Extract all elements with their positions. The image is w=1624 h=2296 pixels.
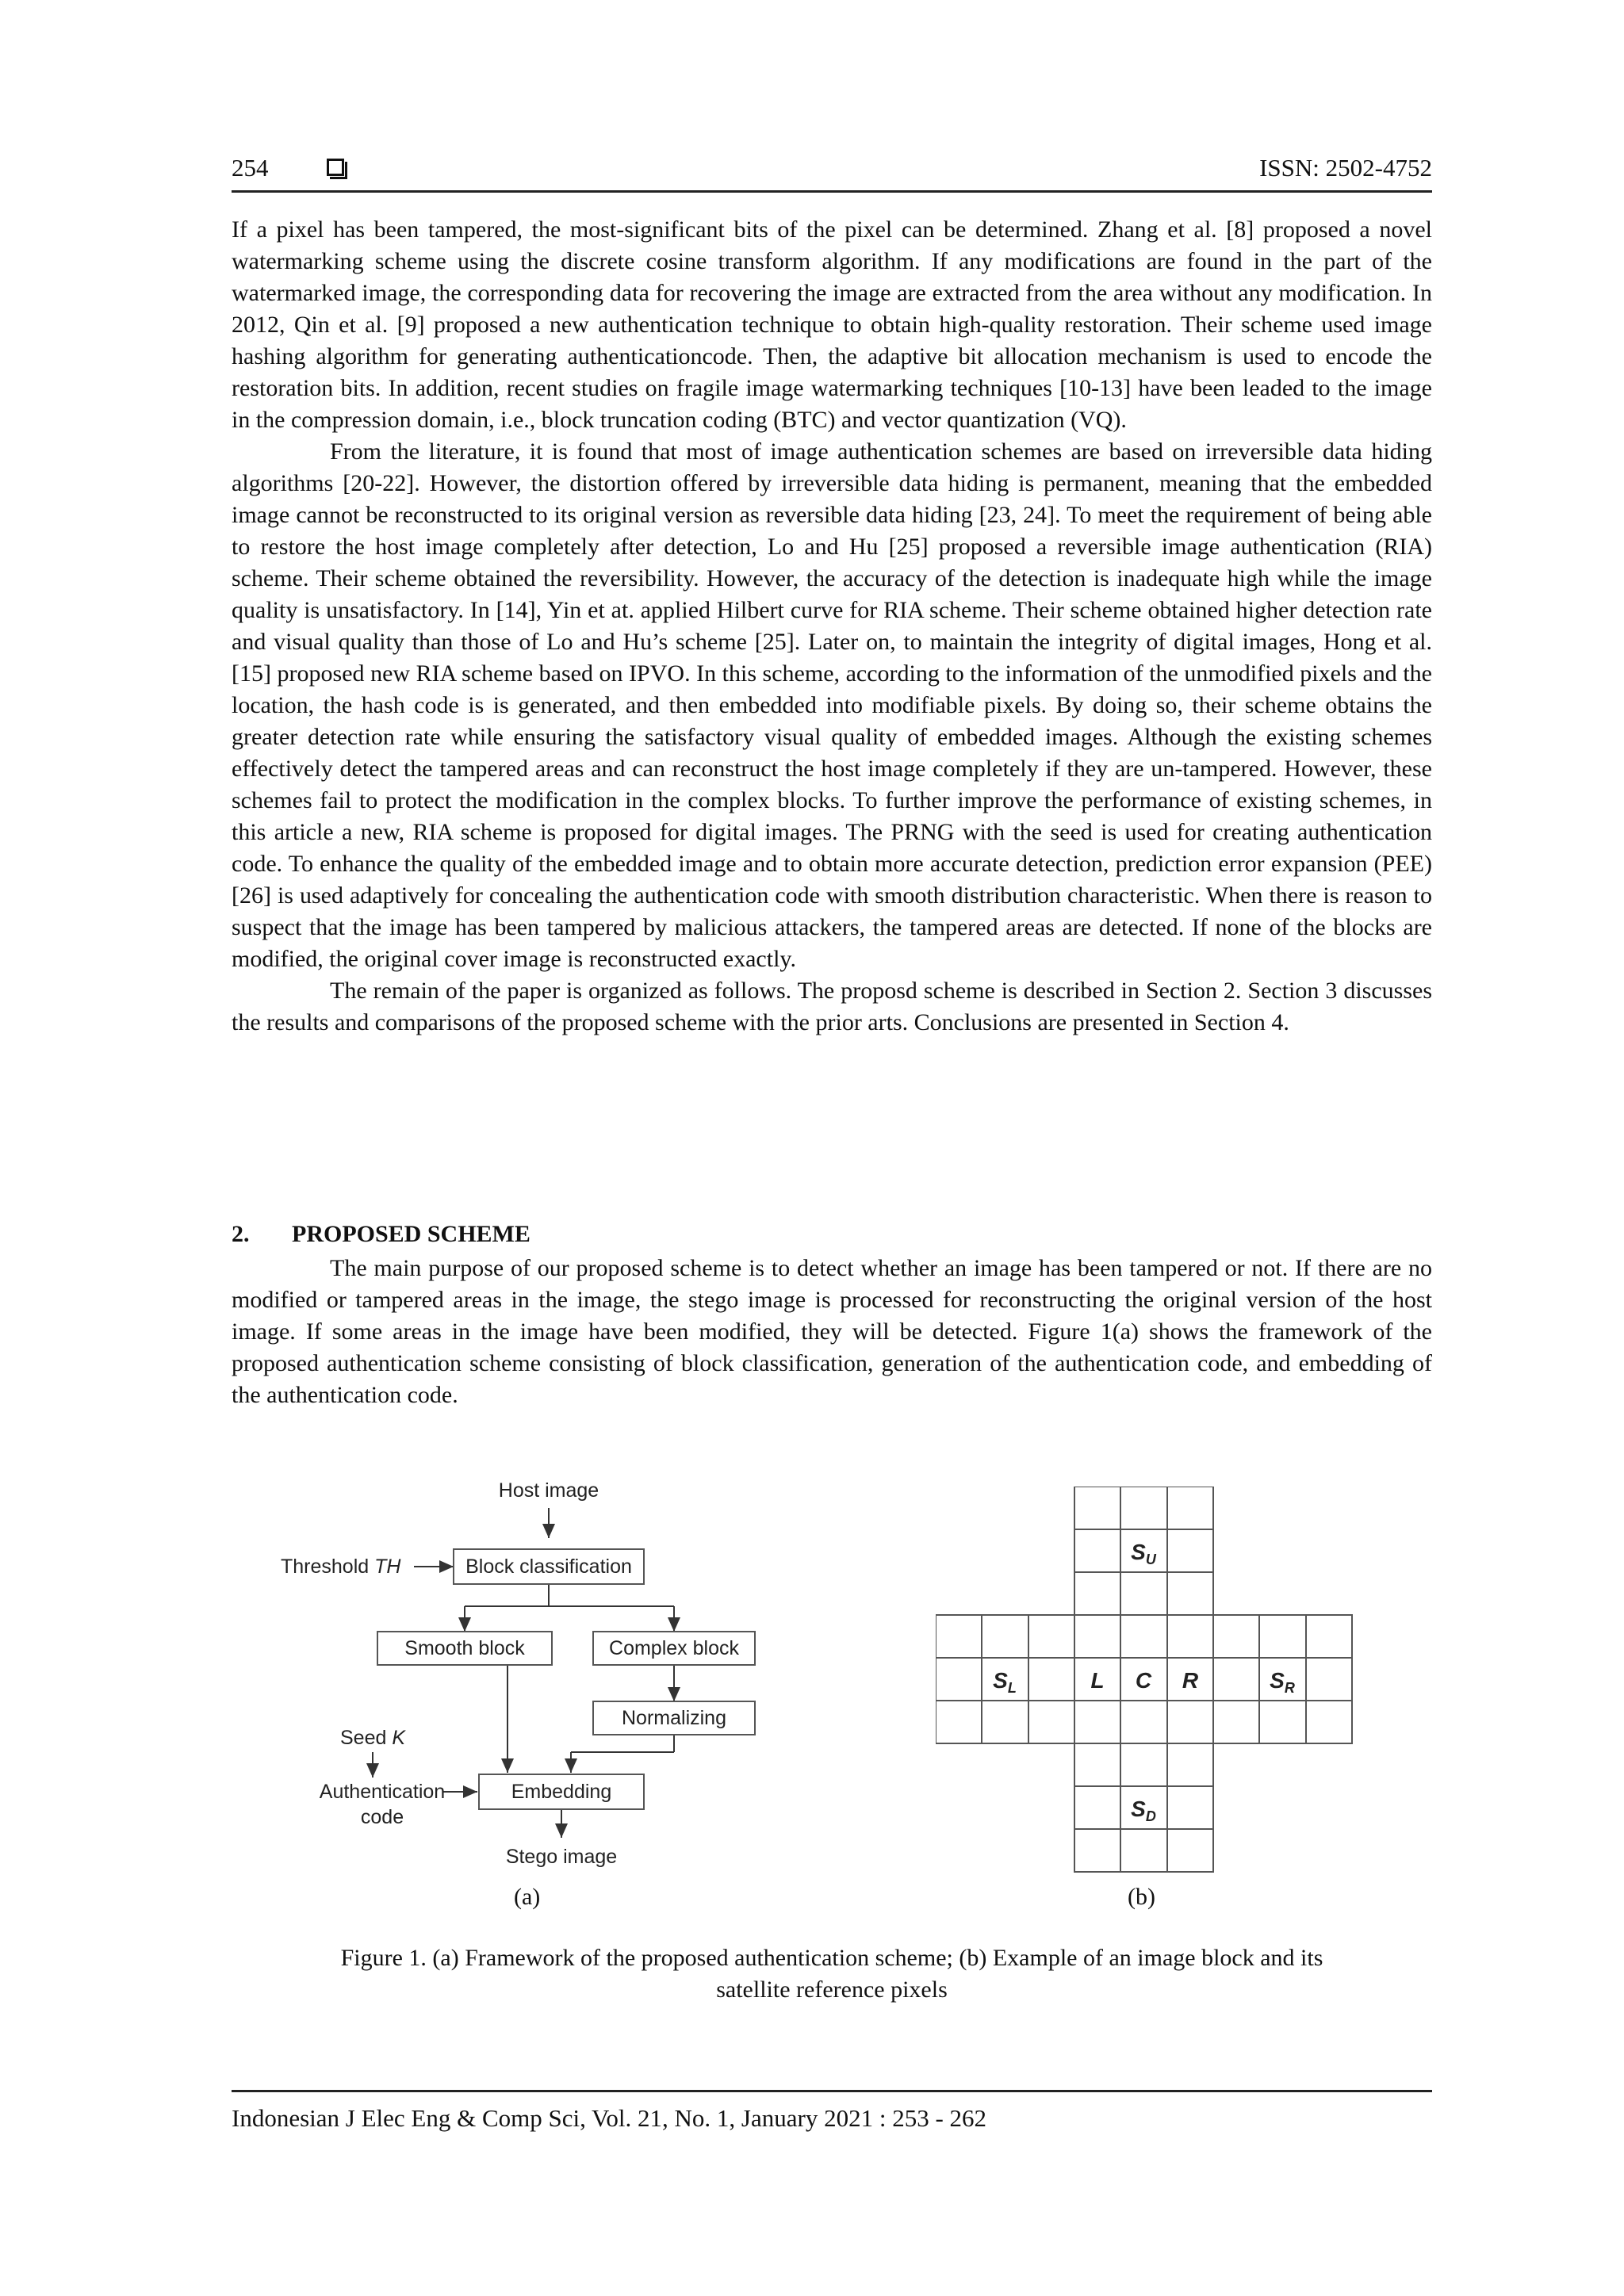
section-body	[232, 1253, 1432, 1411]
satellite-pixel-grid	[936, 1487, 1356, 1875]
journal-issn: ISSN: 2502-4752	[1259, 154, 1432, 182]
caption-line: Figure 1. (a) Framework of the proposed authentication scheme; (b) Example of an image block and its	[340, 1945, 1323, 1971]
complex-block-label: Complex block	[609, 1637, 739, 1659]
seed-label: Seed K	[339, 1727, 406, 1749]
satellite-up-label: $S_U$	[1131, 1540, 1156, 1567]
smooth-block-label: Smooth block	[404, 1637, 525, 1659]
paragraph: The remain of the paper is organized as follows. The proposd scheme is described in Section 2. Section 3 discusses the results and comparisons of the proposed scheme with the prior arts. Conclusions are presented in Section 4.	[232, 978, 1432, 1035]
satellite-down-label: $S_D$	[1131, 1797, 1156, 1824]
journal-footer: Indonesian J Elec Eng & Comp Sci, Vol. 21, No. 1, January 2021 : 253 - 262	[232, 2104, 987, 2132]
subfigure-b-label: (b)	[1128, 1884, 1155, 1910]
paragraph: If a pixel has been tampered, the most-significant bits of the pixel can be determined. Zhang et al. [8] proposed a novel watermarking scheme using the discrete cosine transform algorithm. If any modifications are found in the part of the watermarked image, the corresponding data for recovering the image are extracted from the area without any modification. In 2012, Qin et al. [9] proposed a new authentication technique to obtain high-quality restoration. Their scheme used image hashing algorithm for generating authenticationcode. Then, the adaptive bit allocation mechanism is used to encode the restoration bits. In addition, recent studies on fragile image watermarking techniques [10-13] have been leaded to the image in the compression domain, i.e., block truncation coding (BTC) and vector quantization (VQ).	[232, 216, 1432, 433]
authentication-code-label-line2: code	[360, 1806, 404, 1828]
satellite-left-label: $S_L$	[993, 1668, 1017, 1696]
framework-flowchart	[270, 1467, 777, 1879]
right-pixel-label: R	[1182, 1668, 1199, 1693]
subfigure-a-label: (a)	[514, 1884, 541, 1910]
header-square-icon	[327, 159, 344, 176]
figure-caption	[232, 1942, 1432, 2006]
stego-image-label: Stego image	[505, 1846, 618, 1868]
host-image-label: Host image	[498, 1479, 599, 1502]
threshold-label: Threshold TH	[281, 1556, 401, 1578]
body-text	[232, 214, 1432, 1039]
block-classification-label: Block classification	[465, 1556, 632, 1578]
page-number: 254	[232, 154, 269, 182]
authentication-code-label-line1: Authentication	[319, 1781, 446, 1803]
paragraph: The main purpose of our proposed scheme is to detect whether an image has been tampered or not. If there are no modified or tampered areas in the image, the stego image is processed for reconstructing the original version of the host image. If some areas in the image have been modified, they will be detected. Figure 1(a) shows the framework of the proposed authentication scheme consisting of block classification, generation of the authentication code, and embedding of the authentication code.	[232, 1255, 1432, 1408]
header-rule	[232, 190, 1432, 193]
footer-rule	[232, 2090, 1432, 2092]
center-pixel-label: C	[1135, 1668, 1152, 1693]
section-number: 2.	[232, 1221, 250, 1247]
section-title: PROPOSED SCHEME	[292, 1221, 530, 1247]
satellite-right-label: $S_R$	[1270, 1668, 1295, 1696]
paragraph: From the literature, it is found that most of image authentication schemes are based on irreversible data hiding algorithms [20-22]. However, the distortion offered by irreversible data hiding is permanent, meaning that the embedded image cannot be reconstructed to its original version as reversible data hiding [23, 24]. To meet the requirement of being able to restore the host image completely after detection, Lo and Hu [25] proposed a reversible image authentication (RIA) scheme. Their scheme obtained the reversibility. However, the accuracy of the detection is inadequate high while the image quality is unsatisfactory. In [14], Yin et at. applied Hilbert curve for RIA scheme. Their scheme obtained higher detection rate and visual quality than those of Lo and Hu’s scheme [25]. Later on, to maintain the integrity of digital images, Hong et al. [15] proposed new RIA scheme based on IPVO. In this scheme, according to the information of the unmodified pixels and the location, the hash code is is generated, and then embedded into modifiable pixels. By doing so, their scheme obtains the greater detection rate while ensuring the satisfactory visual quality of embedded images. Although the existing schemes effectively detect the tampered areas and can reconstruct the host image completely if they are un-tampered. However, these schemes fail to protect the modification in the complex blocks. To further improve the performance of existing schemes, in this article a new, RIA scheme is proposed for digital images. The PRNG with the seed is used for creating authentication code. To enhance the quality of the embedded image and to obtain more accurate detection, prediction error expansion (PEE) [26] is used adaptively for concealing the authentication code with smooth distribution characteristic. When there is reason to suspect that the image has been tampered by malicious attackers, the tampered areas are detected. If none of the blocks are modified, the original cover image is reconstructed exactly.	[232, 438, 1432, 972]
embedding-label: Embedding	[511, 1781, 612, 1803]
normalizing-label: Normalizing	[622, 1707, 726, 1729]
left-pixel-label: L	[1090, 1668, 1105, 1693]
section-heading	[232, 1221, 530, 1248]
caption-line: satellite reference pixels	[716, 1976, 948, 2003]
